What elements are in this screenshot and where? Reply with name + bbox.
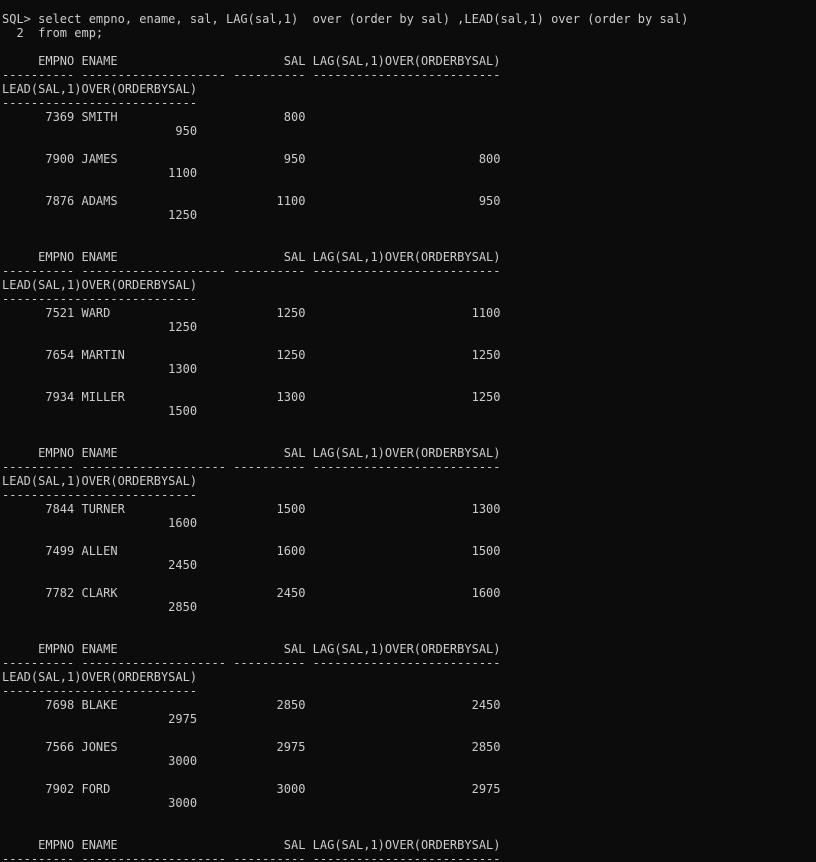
console-line [2,418,688,432]
console-line: 7698 BLAKE 2850 2450 [2,698,501,712]
console-line [2,222,688,236]
console-line: 7876 ADAMS 1100 950 [2,194,501,208]
console-line: 7844 TURNER 1500 1300 [2,502,501,516]
console-line: EMPNO ENAME SAL LAG(SAL,1)OVER(ORDERBYSAL) [2,642,501,656]
console-line: 7521 WARD 1250 1100 [2,306,501,320]
console-line: ---------- -------------------- ---------- -------------------------- [2,68,501,82]
console-line [2,138,688,152]
console-line [2,40,688,54]
console-line: 1250 [2,208,198,222]
console-line [2,810,688,824]
console-line: 2975 [2,712,198,726]
console-line: ---------- -------------------- ---------- -------------------------- [2,460,501,474]
console-line: --------------------------- [2,292,198,306]
console-line: ---------- -------------------- ---------- -------------------------- [2,852,501,862]
console-line [2,530,688,544]
console-line: --------------------------- [2,96,198,110]
console-line: EMPNO ENAME SAL LAG(SAL,1)OVER(ORDERBYSAL) [2,250,501,264]
console-line: --------------------------- [2,488,198,502]
console-line: SQL> select empno, ename, sal, LAG(sal,1) over (order by sal) ,LEAD(sal,1) over (order by sal) [2,12,689,26]
console-line: 7900 JAMES 950 800 [2,152,501,166]
console-line: 2850 [2,600,198,614]
console-line: LEAD(SAL,1)OVER(ORDERBYSAL) [2,670,198,684]
console-line [2,572,688,586]
console-line [2,376,688,390]
console-line [2,334,688,348]
console-line [2,180,688,194]
console-line [2,236,688,250]
console-line: ---------- -------------------- ---------- -------------------------- [2,264,501,278]
console-line: --------------------------- [2,684,198,698]
console-line: LEAD(SAL,1)OVER(ORDERBYSAL) [2,278,198,292]
console-line: 7654 MARTIN 1250 1250 [2,348,501,362]
console-line: EMPNO ENAME SAL LAG(SAL,1)OVER(ORDERBYSAL) [2,838,501,852]
console-line: ---------- -------------------- ---------- -------------------------- [2,656,501,670]
console-line: 1500 [2,404,198,418]
console-line: EMPNO ENAME SAL LAG(SAL,1)OVER(ORDERBYSAL) [2,54,501,68]
console-line: 7499 ALLEN 1600 1500 [2,544,501,558]
console-line: 2450 [2,558,198,572]
console-line: 7902 FORD 3000 2975 [2,782,501,796]
console-line: 7934 MILLER 1300 1250 [2,390,501,404]
console-line [2,768,688,782]
console-line: 7566 JONES 2975 2850 [2,740,501,754]
console-line [2,628,688,642]
console-line [2,614,688,628]
console-line [2,432,688,446]
console-line: LEAD(SAL,1)OVER(ORDERBYSAL) [2,82,198,96]
console-line [2,726,688,740]
console-line: 1250 [2,320,198,334]
console-line: 3000 [2,796,198,810]
terminal-output [2,12,688,862]
console-line: 950 [2,124,198,138]
console-line [2,824,688,838]
console-line: 1600 [2,516,198,530]
console-line: 3000 [2,754,198,768]
console-line: 7369 SMITH 800 [2,110,306,124]
console-line: 1100 [2,166,198,180]
console-line: LEAD(SAL,1)OVER(ORDERBYSAL) [2,474,198,488]
console-line: 1300 [2,362,198,376]
console-line: 2 from emp; [2,26,104,40]
console-line: 7782 CLARK 2450 1600 [2,586,501,600]
console-line: EMPNO ENAME SAL LAG(SAL,1)OVER(ORDERBYSAL) [2,446,501,460]
